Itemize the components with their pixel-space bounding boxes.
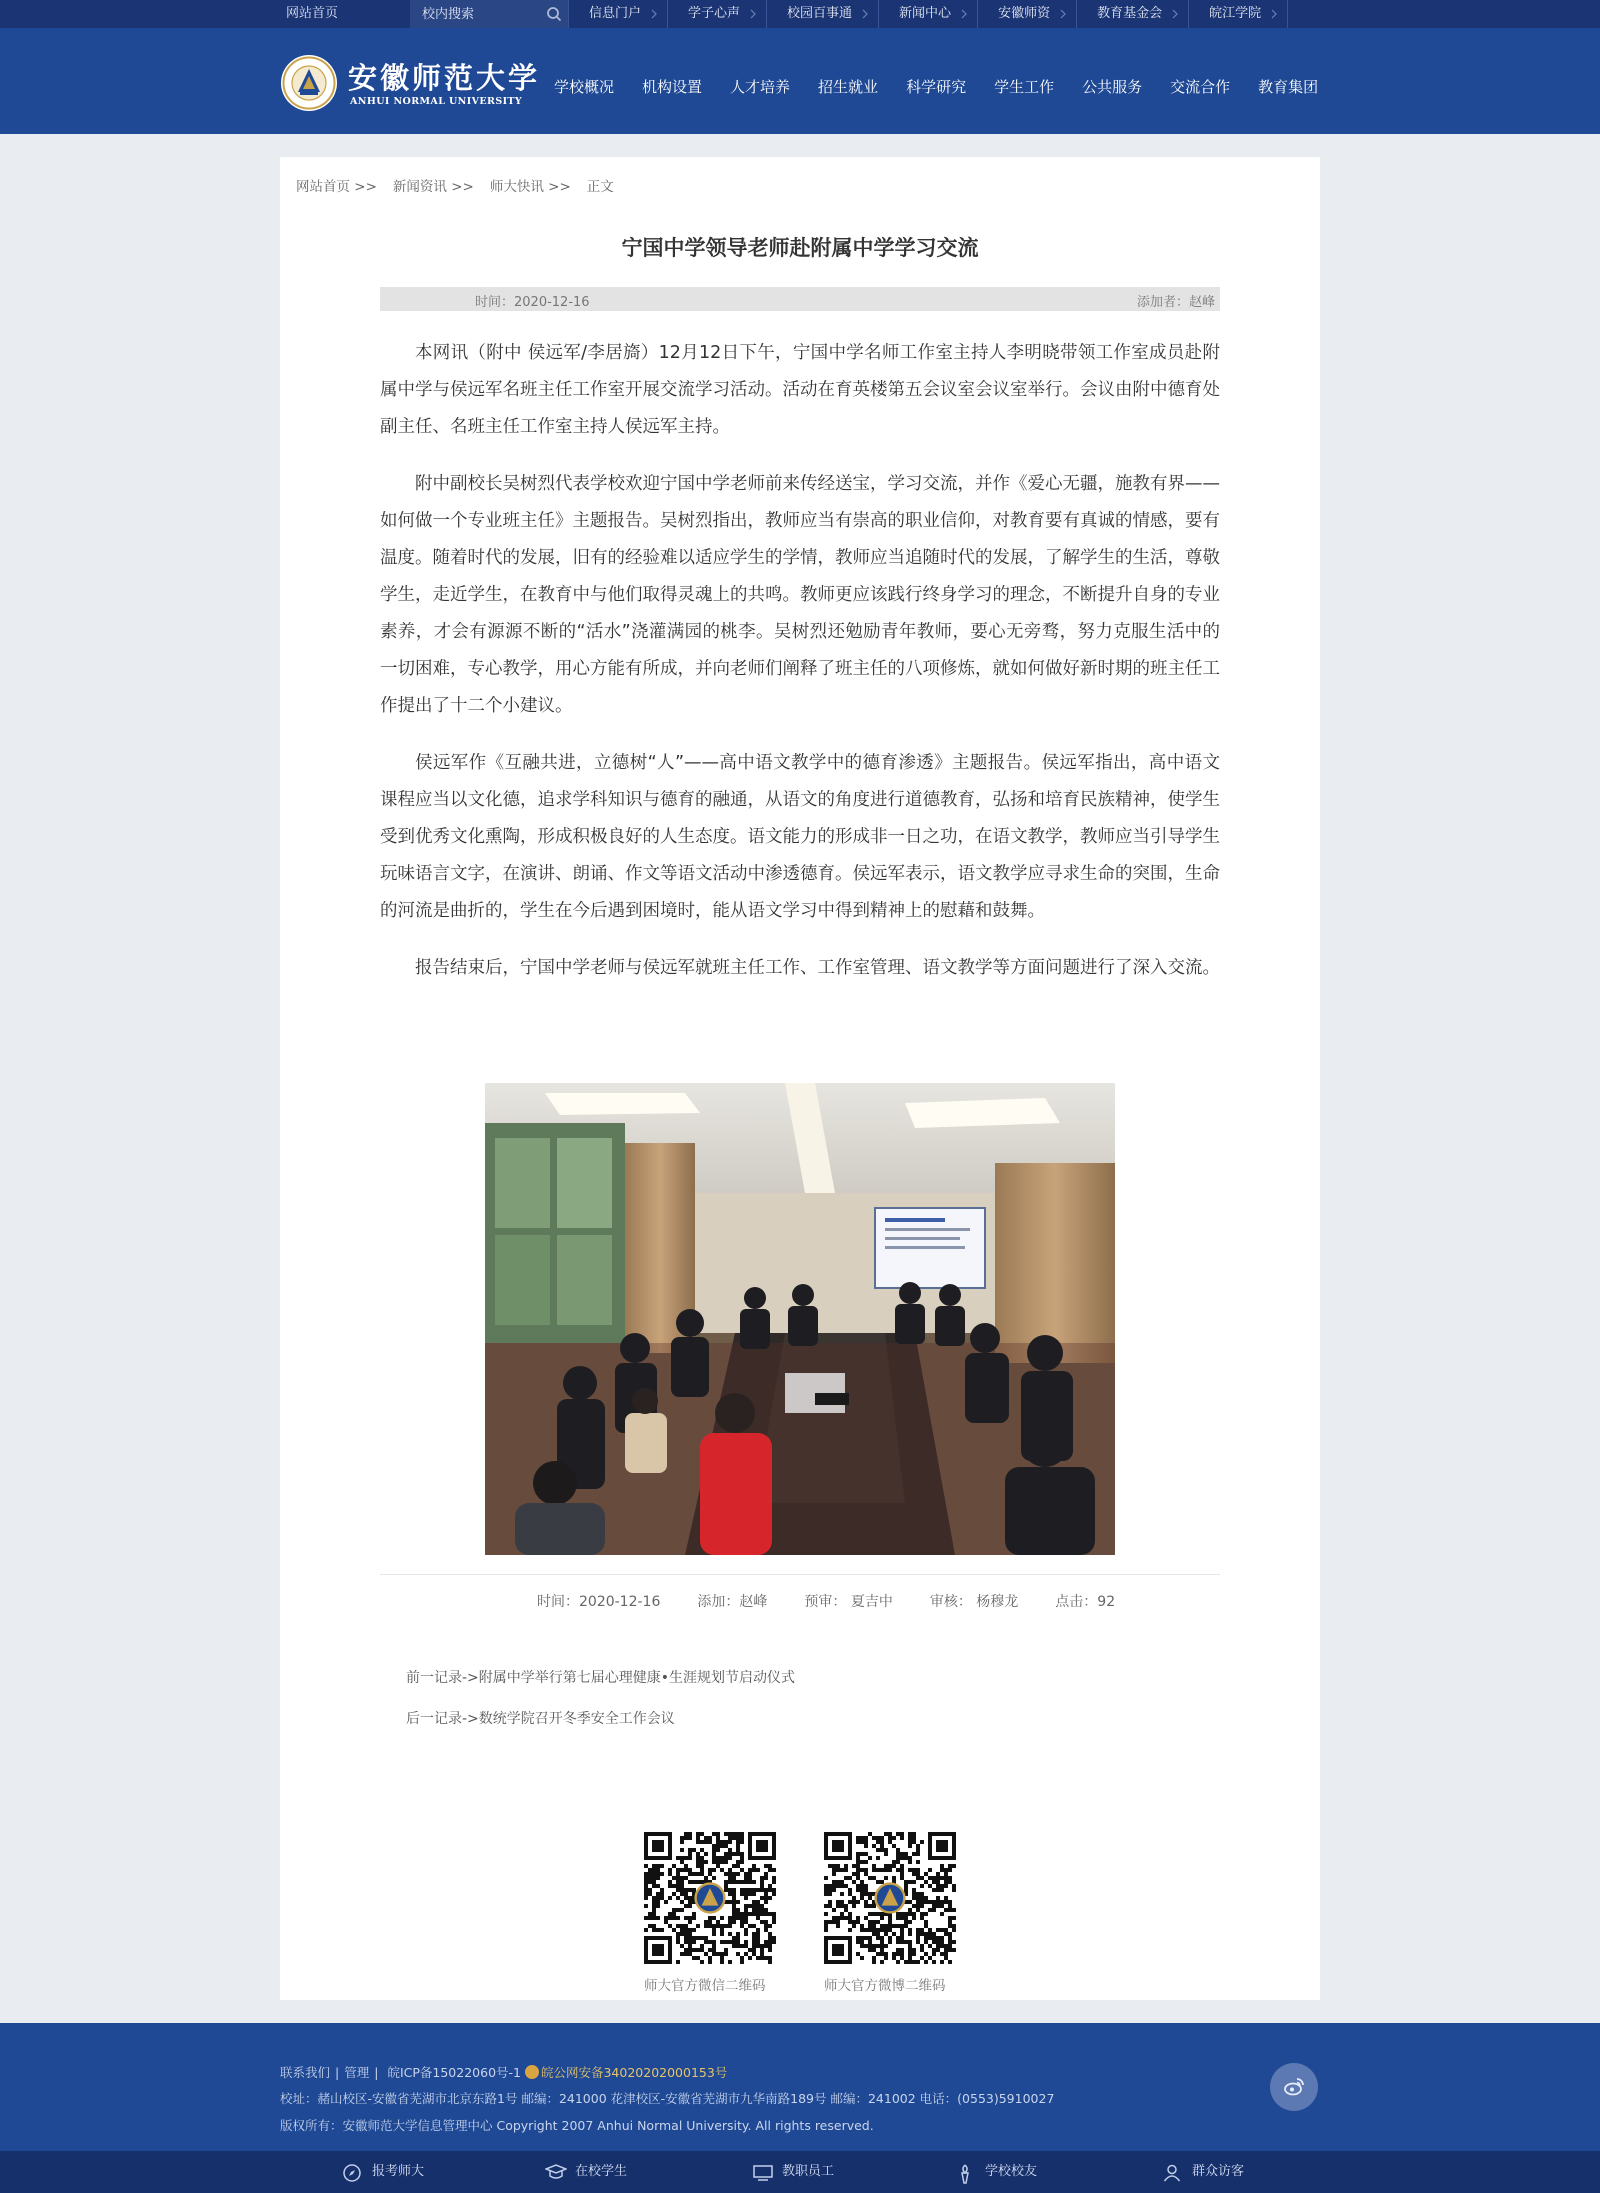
top-links: [568, 0, 1288, 28]
compass-icon: [342, 2163, 362, 2183]
breadcrumb: [296, 175, 630, 195]
article-author: 添加者：赵峰: [1137, 295, 1216, 310]
search-icon[interactable]: [546, 6, 562, 22]
bottom-visitors[interactable]: 群众访客: [1162, 2151, 1244, 2193]
breadcrumb-news[interactable]: 新闻资讯 >>: [392, 179, 474, 195]
chevron-right-icon: [1172, 9, 1178, 19]
graduation-cap-icon: [545, 2163, 567, 2183]
user-icon: [1162, 2163, 1182, 2183]
toplink-news-center[interactable]: 新闻中心: [878, 0, 977, 28]
article-paragraph: 附中副校长吴树烈代表学校欢迎宁国中学老师前来传经送宝，学习交流，并作《爱心无疆，施教有界——如何做一个专业班主任》主题报告。吴树烈指出，教师应当有崇高的职业信仰，对教育要有真诚的情感，要有温度。随着时代的发展，旧有的经验难以适应学生的学情，教师应当追随时代的发展，了解学生的生活，尊敬学生，走近学生，在教育中与他们取得灵魂上的共鸣。教师更应该践行终身学习的理念，不断提升自身的专业素养，才会有源源不断的“活水”浇灌满园的桃李。吴树烈还勉励青年教师，要心无旁骛，努力克服生活中的一切困难，专心教学，用心方能有所成，并向老师们阐释了班主任的八项修炼，就如何做好新时期的班主任工作提出了十二个小建议。: [380, 474, 1220, 716]
torch-icon: [955, 2163, 975, 2185]
meta-time: 时间：2020-12-16: [537, 1594, 661, 1610]
meta-preview: 预审： 夏吉中: [804, 1594, 893, 1610]
toplink-portal[interactable]: 信息门户: [568, 0, 667, 28]
toplink-wanjiang[interactable]: 皖江学院: [1188, 0, 1288, 28]
article-meta-bar: [380, 287, 1220, 311]
chevron-right-icon: [1060, 9, 1066, 19]
top-utility-bar: [0, 0, 1600, 28]
police-badge-icon: [525, 2065, 539, 2079]
bottom-alumni[interactable]: 学校校友: [955, 2151, 1037, 2193]
footer-copyright: 版权所有：安徽师范大学信息管理中心 Copyright 2007 Anhui Normal University. All rights reserved.: [280, 2118, 874, 2133]
chevron-right-icon: [750, 9, 756, 19]
nav-research[interactable]: 科学研究: [906, 78, 967, 96]
weibo-icon: [1282, 2075, 1306, 2099]
article-card: [280, 157, 1320, 2000]
chevron-right-icon: [651, 9, 657, 19]
chevron-right-icon: [1271, 9, 1277, 19]
nav-admissions[interactable]: 招生就业: [818, 78, 879, 96]
nav-student-affairs[interactable]: 学生工作: [994, 78, 1055, 96]
meta-clicks: 点击：92: [1055, 1594, 1116, 1610]
footer-address: 校址：赭山校区-安徽省芜湖市北京东路1号 邮编：241000 花津校区-安徽省芜湖市九华南路189号 邮编：241002 电话：(0553)5910027: [280, 2091, 1055, 2106]
footer-contact-link[interactable]: 联系我们: [280, 2065, 331, 2080]
logo-english-name: ANHUI NORMAL UNIVERSITY: [350, 96, 523, 107]
weibo-qr-caption: 师大官方微博二维码: [824, 1978, 946, 1994]
footer-icp-link[interactable]: 皖ICP备15022060号-1: [387, 2065, 521, 2080]
main-nav: [540, 28, 1332, 134]
nav-education[interactable]: 人才培养: [730, 78, 791, 96]
monitor-icon: [752, 2163, 774, 2183]
previous-record-link[interactable]: 前一记录->附属中学举行第七届心理健康•生涯规划节启动仪式: [406, 1670, 796, 1686]
breadcrumb-current: 正文: [586, 179, 614, 195]
university-seal-icon: [280, 54, 338, 112]
meeting-photo: [485, 1083, 1115, 1555]
chevron-right-icon: [862, 9, 868, 19]
logo-chinese-name: 安徽师范大学: [348, 61, 541, 95]
university-logo[interactable]: [280, 54, 541, 112]
toplink-campus-guide[interactable]: 校园百事通: [766, 0, 878, 28]
bottom-audience-bar: [0, 2151, 1600, 2193]
weibo-qr-code: [824, 1832, 956, 1964]
site-footer: [0, 2023, 1600, 2151]
bottom-students[interactable]: 在校学生: [545, 2151, 627, 2193]
wechat-qr-code: [644, 1832, 776, 1964]
site-search: [410, 0, 568, 28]
article-paragraph: 侯远军作《互融共进，立德树“人”——高中语文教学中的德育渗透》主题报告。侯远军指出，高中语文课程应当以文化德，追求学科知识与德育的融通，从语文的角度进行道德教育，弘扬和培育民族精神，使学生受到优秀文化熏陶，形成积极良好的人生态度。语文能力的形成非一日之功，在语文教学，教师应当引导学生玩味语言文字，在演讲、朗诵、作文等语文活动中渗透德育。侯远军表示，语文教学应寻求生命的突围，生命的河流是曲折的，学生在今后遇到困境时，能从语文学习中得到精神上的慰藉和鼓舞。: [380, 753, 1220, 921]
nav-about[interactable]: 学校概况: [554, 78, 615, 96]
wechat-qr-caption: 师大官方微信二维码: [644, 1978, 766, 1994]
footer-police-link[interactable]: 皖公网安备34020202000153号: [540, 2065, 728, 2080]
nav-cooperation[interactable]: 交流合作: [1170, 78, 1231, 96]
article-footer-meta: [537, 1591, 1152, 1611]
article-paragraph: 本网讯（附中 侯远军/李居旖）12月12日下午，宁国中学名师工作室主持人李明晓带领工作室成员赴附属中学与侯远军名班主任工作室开展交流学习活动。活动在育英楼第五会议室会议室举行。会议由附中德育处副主任、名班主任工作室主持人侯远军主持。: [380, 343, 1220, 437]
top-home-link[interactable]: 网站首页: [286, 6, 339, 21]
article-paragraph: 报告结束后，宁国中学老师与侯远军就班主任工作、工作室管理、语文教学等方面问题进行了深入交流。: [415, 958, 1220, 978]
breadcrumb-home[interactable]: 网站首页 >>: [296, 179, 377, 195]
footer-links-line: 联系我们 | 管理 | 皖ICP备15022060号-1 皖公网安备34020202000153号: [280, 2065, 728, 2080]
article-title: 宁国中学领导老师赴附属中学学习交流: [621, 236, 979, 260]
meta-reviewer: 审核： 杨穆龙: [929, 1594, 1019, 1610]
toplink-teachers[interactable]: 安徽师资: [977, 0, 1076, 28]
toplink-student-voice[interactable]: 学子心声: [667, 0, 766, 28]
article-time: 时间：2020-12-16: [475, 295, 590, 310]
site-header: [0, 28, 1600, 134]
nav-public-services[interactable]: 公共服务: [1082, 78, 1143, 96]
chevron-right-icon: [961, 9, 967, 19]
search-input[interactable]: [410, 0, 550, 28]
toplink-foundation[interactable]: 教育基金会: [1076, 0, 1188, 28]
nav-departments[interactable]: 机构设置: [642, 78, 703, 96]
meta-added-by: 添加：赵峰: [697, 1594, 768, 1610]
footer-admin-link[interactable]: 管理: [344, 2065, 370, 2080]
bottom-applicants[interactable]: 报考师大: [342, 2151, 424, 2193]
nav-education-group[interactable]: 教育集团: [1258, 78, 1319, 96]
article-body: [380, 335, 1220, 1007]
next-record-link[interactable]: 后一记录->数统学院召开冬季安全工作会议: [406, 1711, 675, 1727]
divider: [380, 1574, 1220, 1575]
bottom-staff[interactable]: 教职员工: [752, 2151, 834, 2193]
weibo-button[interactable]: [1270, 2063, 1318, 2111]
breadcrumb-express[interactable]: 师大快讯 >>: [489, 179, 571, 195]
